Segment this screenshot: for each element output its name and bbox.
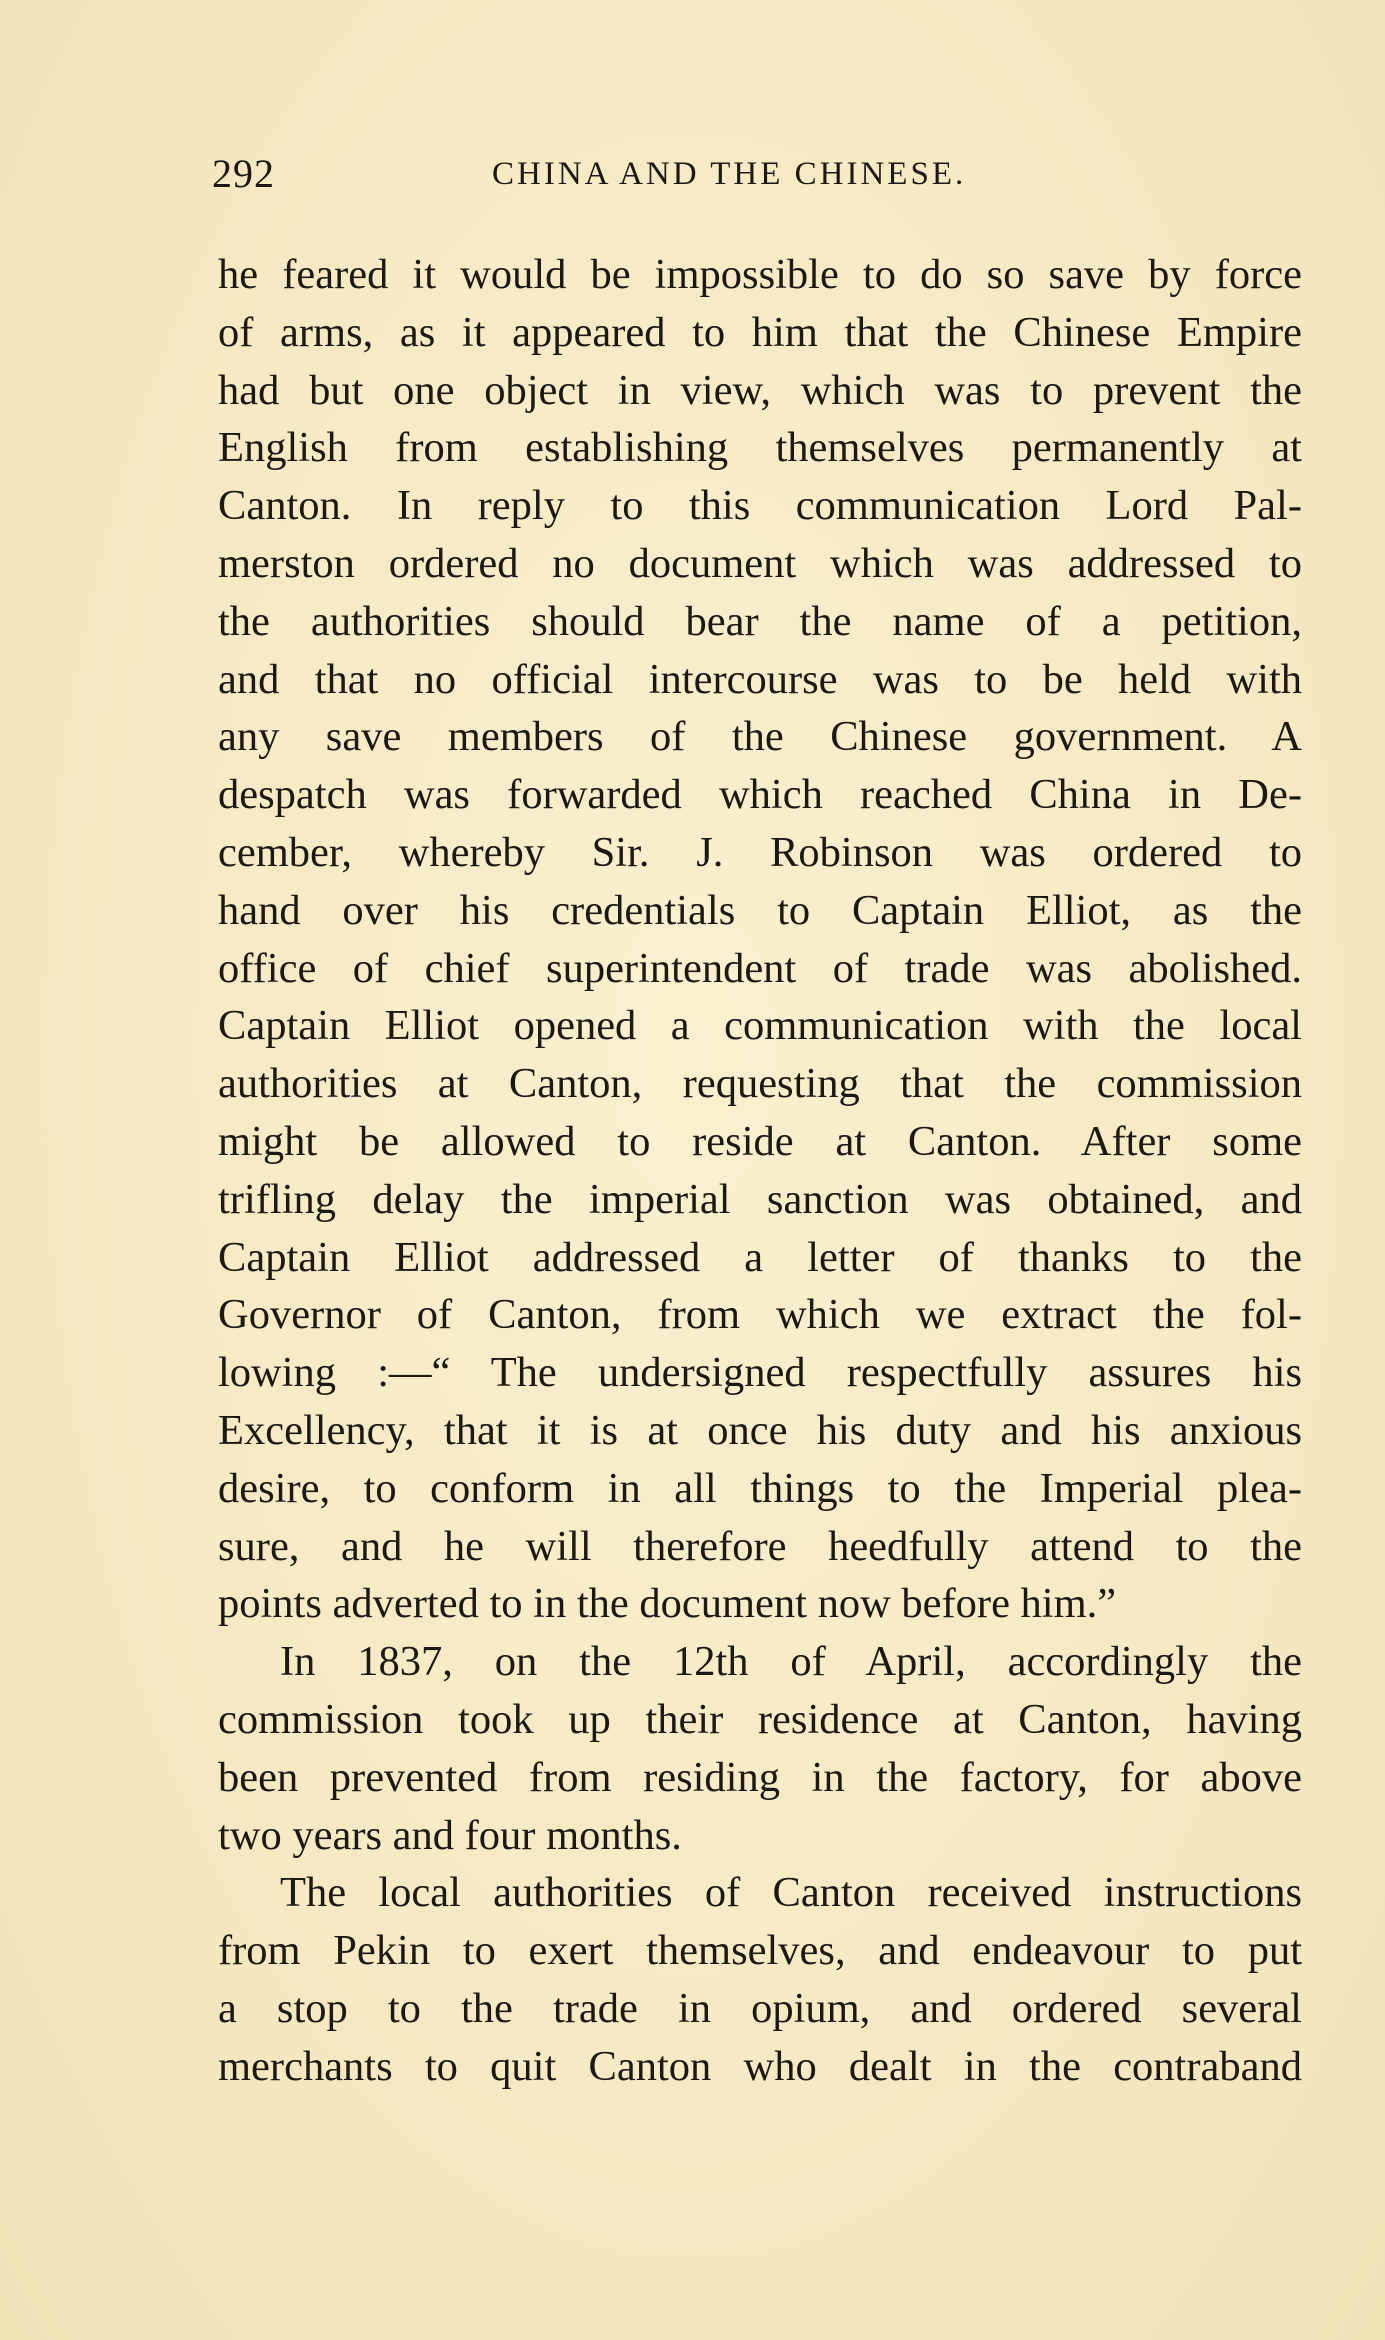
text-line: lowing :—“ The undersigned respectfully assures his <box>218 1349 1302 1397</box>
body-text <box>218 246 1302 2096</box>
text-line: the authorities should bear the name of a petition, <box>218 597 1302 645</box>
text-line: been prevented from residing in the factory, for above <box>218 1753 1302 1801</box>
text-line: a stop to the trade in opium, and ordered several <box>218 1984 1302 2032</box>
text-line: office of chief superintendent of trade was abolished. <box>218 944 1302 992</box>
text-line: sure, and he will therefore heedfully attend to the <box>218 1522 1302 1570</box>
page-header <box>212 150 1052 200</box>
text-line: Governor of Canton, from which we extract the fol- <box>218 1291 1302 1339</box>
text-line: merston ordered no document which was addressed to <box>218 539 1302 587</box>
text-line: cember, whereby Sir. J. Robinson was ordered to <box>218 828 1302 876</box>
text-line: Captain Elliot addressed a letter of thanks to the <box>218 1233 1302 1281</box>
text-line: hand over his credentials to Captain Elliot, as the <box>218 886 1302 934</box>
text-line: from Pekin to exert themselves, and endeavour to put <box>218 1927 1302 1975</box>
text-line: of arms, as it appeared to him that the Chinese Empire <box>218 308 1302 356</box>
running-head: CHINA AND THE CHINESE. <box>492 156 967 192</box>
text-line: commission took up their residence at Canton, having <box>218 1695 1302 1743</box>
paragraph-start-line: The local authorities of Canton received instructions <box>280 1869 1302 1917</box>
text-line: two years and four months. <box>218 1811 682 1859</box>
text-line: Captain Elliot opened a communication with the local <box>218 1002 1302 1050</box>
text-line: might be allowed to reside at Canton. After some <box>218 1117 1302 1165</box>
text-line: points adverted to in the document now before him.” <box>218 1580 1117 1628</box>
text-line: authorities at Canton, requesting that the commission <box>218 1060 1302 1108</box>
text-line: and that no official intercourse was to be held with <box>218 655 1302 703</box>
text-line: English from establishing themselves permanently at <box>218 424 1302 472</box>
text-line: had but one object in view, which was to prevent the <box>218 366 1302 414</box>
text-line: Canton. In reply to this communication Lord Pal- <box>218 482 1302 530</box>
text-line: any save members of the Chinese government. A <box>218 713 1302 761</box>
text-line: he feared it would be impossible to do so save by force <box>218 251 1302 298</box>
text-line: despatch was forwarded which reached China in De- <box>218 771 1302 819</box>
text-line: Excellency, that it is at once his duty and his anxious <box>218 1406 1302 1454</box>
paragraph-start-line: In 1837, on the 12th of April, accordingly the <box>280 1638 1302 1686</box>
text-line: desire, to conform in all things to the Imperial plea- <box>218 1464 1302 1512</box>
page-number: 292 <box>212 151 275 196</box>
text-line: merchants to quit Canton who dealt in the contraband <box>218 2042 1302 2090</box>
text-line: trifling delay the imperial sanction was obtained, and <box>218 1175 1302 1223</box>
